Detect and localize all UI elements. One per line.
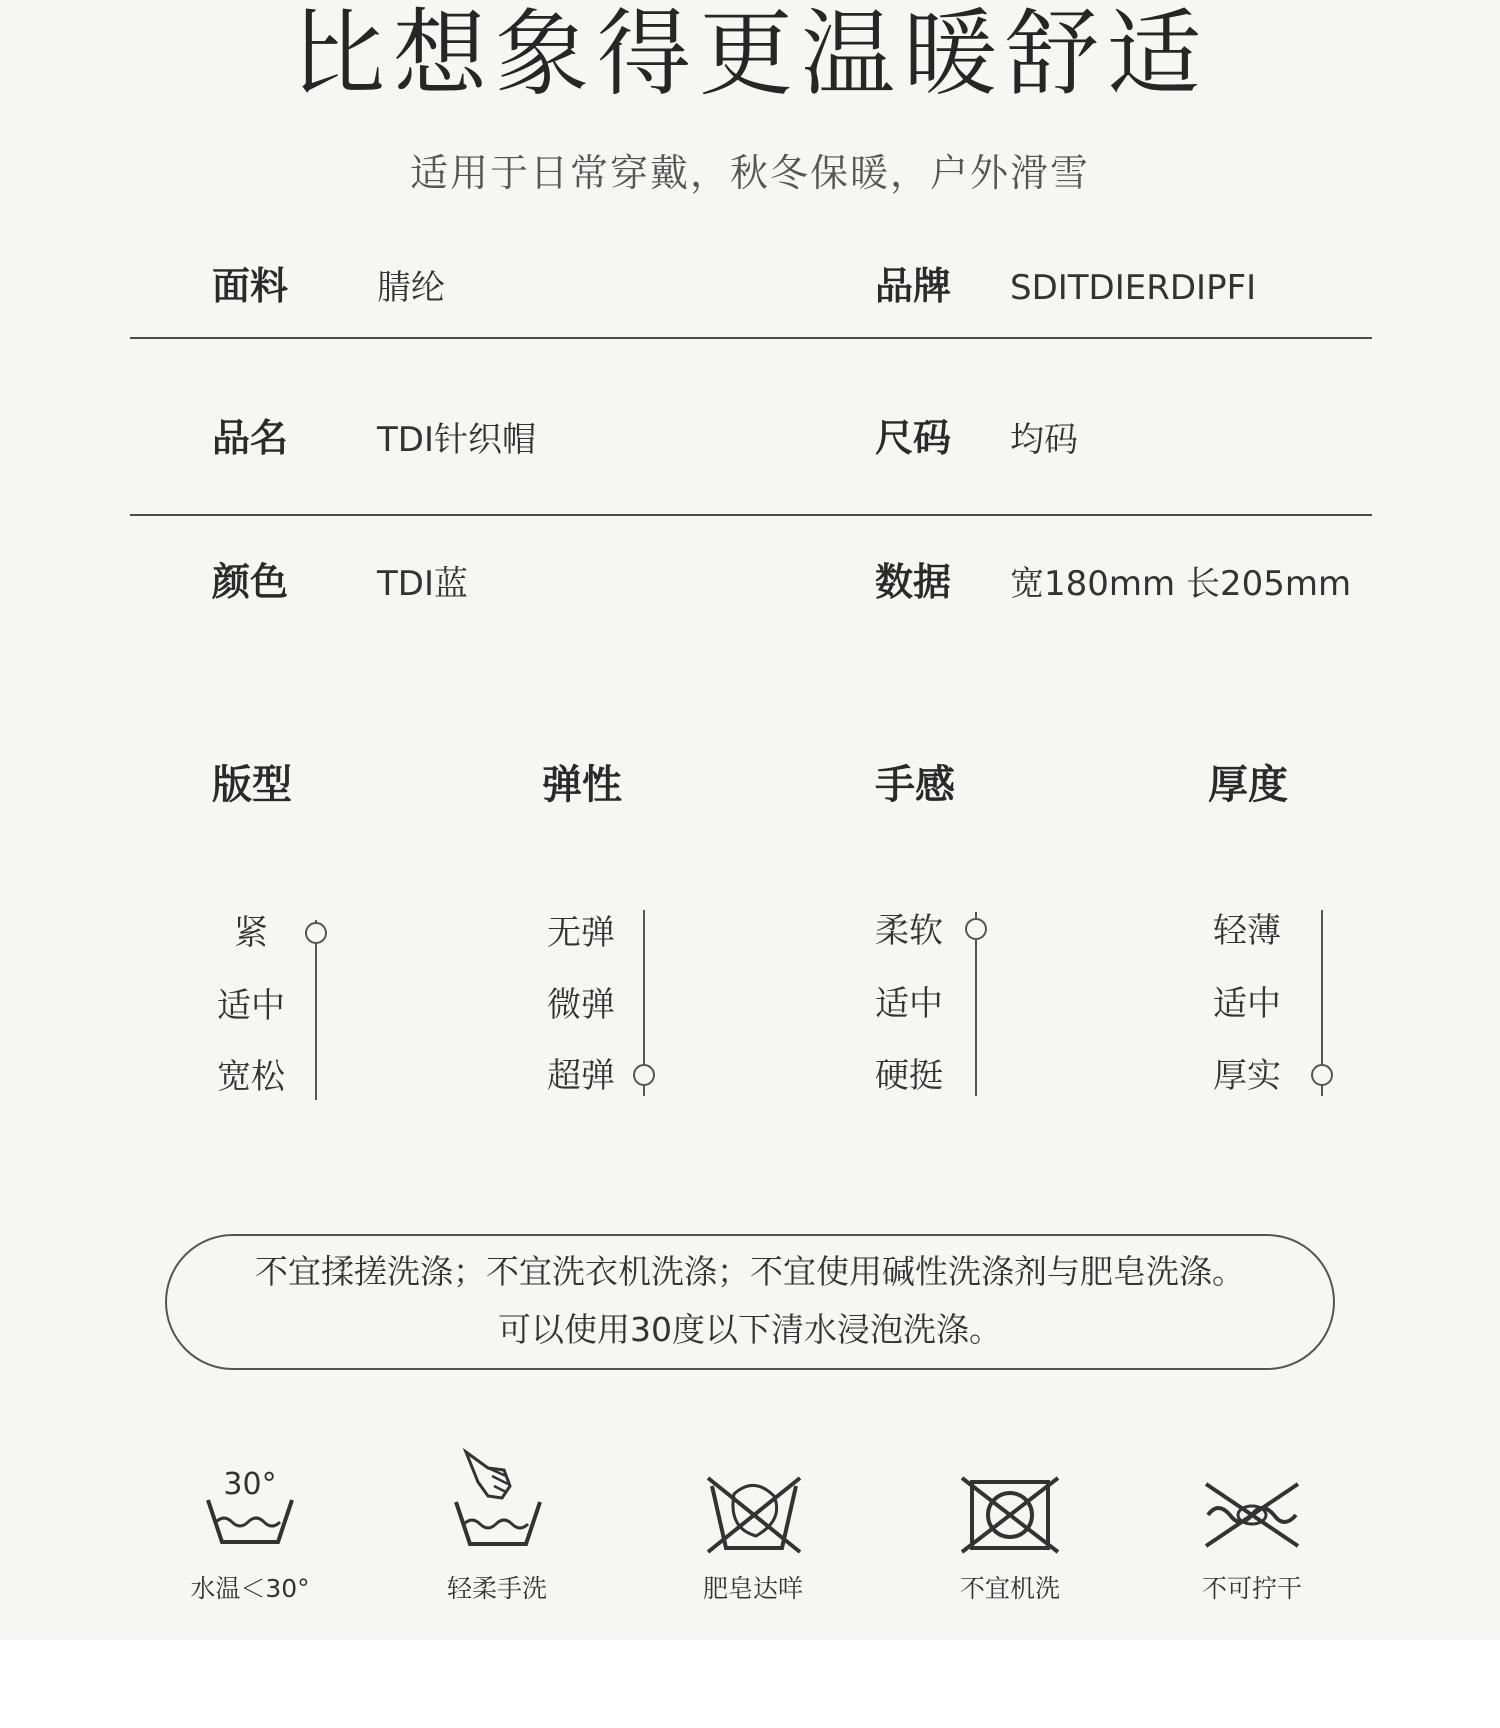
scale-level: 硬挺 [875,1056,943,1096]
wash-30-icon [200,1460,300,1550]
page-subtitle: 适用于日常穿戴，秋冬保暖，户外滑雪 [409,151,1090,195]
no-wring-icon [1202,1480,1302,1550]
scale-level: 超弹 [547,1056,615,1096]
brand-value: SDITDIERDIPFI [1010,268,1257,308]
scale-level: 轻薄 [1213,911,1281,951]
scale-level: 柔软 [875,911,943,951]
data-label: 数据 [875,560,952,604]
scale-level: 紧 [234,913,268,953]
scale-marker [1311,1064,1333,1086]
data-value: 宽180mm 长205mm [1010,564,1352,604]
color-label: 颜色 [212,560,289,604]
no-machine-wash-icon [960,1476,1060,1556]
no-soap-icon [704,1474,804,1556]
care-notice-line: 不宜揉搓洗涤；不宜洗衣机洗涤；不宜使用碱性洗涤剂与肥皂洗涤。 [255,1252,1245,1291]
attr-feel-title: 手感 [875,762,955,808]
hand-wash-icon [448,1446,548,1550]
size-value: 均码 [1010,420,1078,460]
care-label: 不可拧干 [1201,1574,1302,1603]
scale-level: 微弹 [547,985,615,1025]
scale-level: 适中 [217,986,285,1026]
care-notice-line: 可以使用30度以下清水浸泡洗涤。 [498,1310,1002,1349]
page-title: 比想象得更温暖舒适 [290,0,1209,109]
wash-temp-text: 30° [223,1467,277,1502]
scale-level: 适中 [1213,984,1281,1024]
scale-level: 适中 [875,984,943,1024]
scale-level: 无弹 [547,913,615,953]
name-label: 品名 [212,416,289,460]
scale-level: 宽松 [217,1057,285,1097]
fabric-value: 腈纶 [377,268,445,308]
name-value: TDI针织帽 [377,420,536,460]
care-label: 不宜机洗 [959,1574,1060,1603]
scale-marker [633,1064,655,1086]
brand-label: 品牌 [875,264,952,308]
scale-marker [965,918,987,940]
attr-elasticity-title: 弹性 [542,762,622,808]
scale-level: 厚实 [1213,1056,1281,1096]
care-label: 轻柔手洗 [446,1574,547,1603]
care-label: 肥皂达咩 [702,1574,803,1603]
care-label: 水温＜30° [190,1574,310,1603]
size-label: 尺码 [875,416,952,460]
color-value: TDI蓝 [377,564,468,604]
scale-track [315,920,317,1100]
scale-marker [305,922,327,944]
fabric-label: 面料 [212,264,289,308]
divider [130,514,1372,516]
divider [130,337,1372,339]
attr-thickness-title: 厚度 [1208,762,1288,808]
attr-fit-title: 版型 [212,762,292,808]
